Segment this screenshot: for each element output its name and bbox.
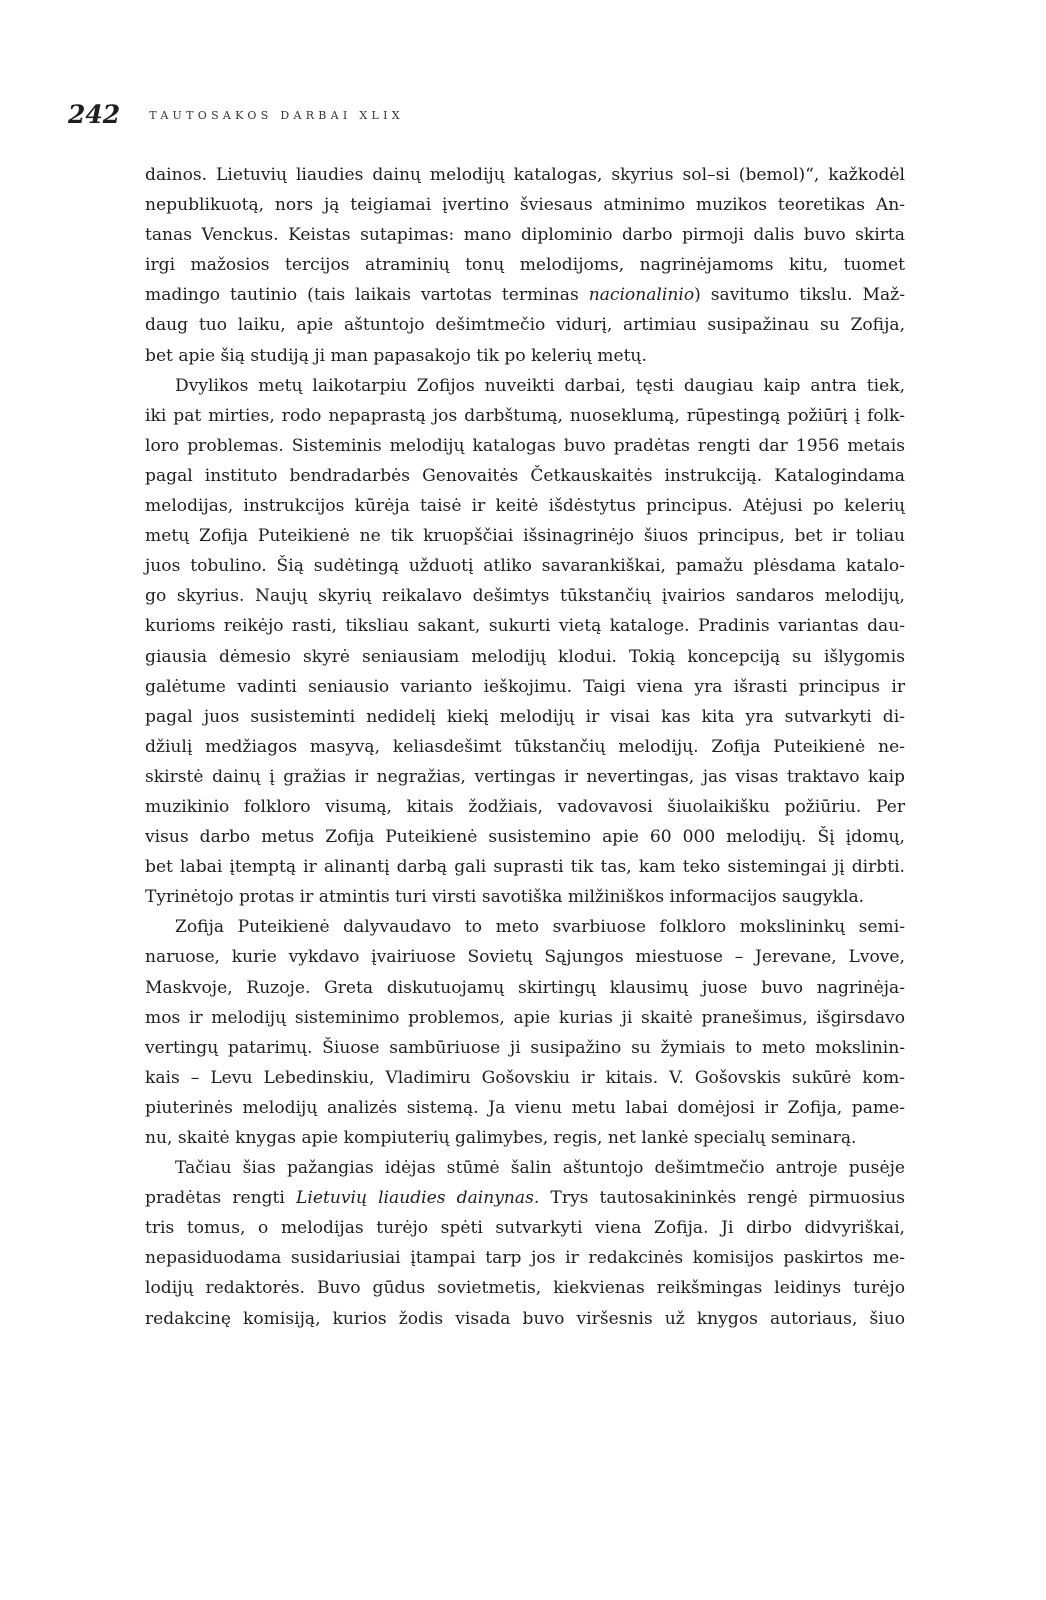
text-line: nepasiduodama susidariusiai įtampai tarp jos ir redakcinės komisijos paskirtos me- <box>145 1248 905 1269</box>
text-line: nepublikuotą, nors ją teigiamai įvertino šviesaus atminimo muzikos teoretikas An- <box>145 195 905 216</box>
running-head <box>68 100 928 136</box>
text-line: metų Zofija Puteikienė ne tik kruopščiai išsinagrinėjo šiuos principus, bet ir toliau <box>145 526 905 547</box>
text-segment: Trys tautosakininkės rengė pirmuosius <box>539 1188 906 1209</box>
italic-term: nacionalinio <box>588 285 695 306</box>
text-line: melodijas, instrukcijos kūrėja taisė ir keitė išdėstytus principus. Atėjusi po kelerių <box>145 496 905 517</box>
text-line: Tačiau šias pažangias idėjas stūmė šalin aštuntojo dešimtmečio antroje pusėje <box>175 1158 905 1179</box>
text-line: iki pat mirties, rodo nepaprastą jos darbštumą, nuoseklumą, rūpestingą požiūrį į folk- <box>145 405 905 426</box>
journal-title: TAUTOSAKOS DARBAI XLIX <box>149 109 404 122</box>
text-line: pagal juos susisteminti nedidelį kiekį melodijų ir visai kas kita yra sutvarkyti di- <box>145 706 905 727</box>
text-line: džiulį medžiagos masyvą, keliasdešimt tūkstančių melodijų. Zofija Puteikienė ne- <box>145 736 905 757</box>
text-line: redakcinę komisiją, kurios žodis visada buvo viršesnis už knygos autoriaus, šiuo <box>145 1308 905 1329</box>
text-line: bet labai įtemptą ir alinantį darbą gali suprasti tik tas, kam teko sistemingai jį dirbti. <box>145 857 905 878</box>
text-line: kurioms reikėjo rasti, tiksliau sakant, sukurti vietą kataloge. Pradinis variantas dau- <box>145 616 905 637</box>
paragraph-3 <box>145 912 905 1153</box>
text-line: daug tuo laiku, apie aštuntojo dešimtmečio vidurį, artimiau susipažinau su Zofija, <box>145 315 905 336</box>
text-line: piuterinės melodijų analizės sistemą. Ja vienu metu labai domėjosi ir Zofija, pame- <box>145 1097 905 1118</box>
text-segment: pradėtas rengti <box>145 1188 297 1209</box>
text-line <box>145 1183 905 1213</box>
text-line: Maskvoje, Ruzoje. Greta diskutuojamų skirtingų klausimų juose buvo nagrinėja- <box>145 977 905 998</box>
text-line: kais – Levu Lebedinskiu, Vladimiru Gošovskiu ir kitais. V. Gošovskis sukūrė kom- <box>145 1067 905 1088</box>
text-line: tanas Venckus. Keistas sutapimas: mano diplominio darbo pirmoji dalis buvo skirta <box>145 225 905 246</box>
text-line: tris tomus, o melodijas turėjo spėti sutvarkyti viena Zofija. Ji dirbo didvyriškai, <box>145 1218 905 1239</box>
text-line: mos ir melodijų sisteminimo problemos, apie kurias ji skaitė pranešimus, išgirsdavo <box>145 1007 905 1028</box>
italic-book-title: Lietuvių liaudies dainynas. <box>296 1188 540 1209</box>
text-line: muzikinio folkloro visumą, kitais žodžiais, vadovavosi šiuolaikišku požiūriu. Per <box>145 796 905 817</box>
paragraph-2 <box>145 371 905 913</box>
text-segment: madingo tautinio (tais laikais vartotas terminas <box>145 285 589 306</box>
text-line: juos tobulino. Šią sudėtingą užduotį atliko savarankiškai, pamažu plėsdama katalo- <box>145 556 905 577</box>
paragraph-4 <box>145 1153 905 1334</box>
paragraph-1 <box>145 160 905 371</box>
text-line: galėtume vadinti seniausio varianto ieškojimu. Taigi viena yra išrasti principus ir <box>145 676 905 697</box>
text-line: skirstė dainų į gražias ir negražias, vertingas ir nevertingas, jas visas traktavo kaip <box>145 766 905 787</box>
text-line: irgi mažosios tercijos atraminių tonų melodijoms, nagrinėjamoms kitu, tuomet <box>145 255 905 276</box>
text-line: pagal instituto bendradarbės Genovaitės Četkauskaitės instrukciją. Katalogindama <box>145 465 905 486</box>
text-line: lodijų redaktorės. Buvo gūdus sovietmetis, kiekvienas reikšmingas leidinys turėjo <box>145 1278 905 1299</box>
text-line <box>145 280 905 310</box>
body-text <box>145 160 905 1334</box>
text-line: loro problemas. Sisteminis melodijų katalogas buvo pradėtas rengti dar 1956 metais <box>145 435 905 456</box>
text-line: dainos. Lietuvių liaudies dainų melodijų katalogas, skyrius sol–si (bemol)“, kažkodėl <box>145 165 905 185</box>
text-line: giausia dėmesio skyrė seniausiam melodijų klodui. Tokią koncepciją su išlygomis <box>145 646 905 667</box>
text-line: visus darbo metus Zofija Puteikienė susistemino apie 60 000 melodijų. Šį įdomų, <box>145 827 905 848</box>
text-line: vertingų patarimų. Šiuose sambūriuose ji susipažino su žymiais to meto mokslinin- <box>145 1037 905 1058</box>
text-line: naruose, kurie vykdavo įvairiuose Sovietų Sąjungos miestuose – Jerevane, Lvove, <box>145 947 905 968</box>
text-line: Tyrinėtojo protas ir atmintis turi virsti savotiška milžiniškos informacijos saugykla. <box>145 887 865 908</box>
text-line: Zofija Puteikienė dalyvaudavo to meto svarbiuose folkloro mokslininkų semi- <box>175 917 905 938</box>
text-line: bet apie šią studiją ji man papasakojo tik po kelerių metų. <box>145 345 647 366</box>
text-line: Dvylikos metų laikotarpiu Zofijos nuveikti darbai, tęsti daugiau kaip antra tiek, <box>175 375 905 396</box>
text-line: go skyrius. Naujų skyrių reikalavo dešimtys tūkstančių įvairios sandaros melodijų, <box>145 586 905 607</box>
text-line: nu, skaitė knygas apie kompiuterių galimybes, regis, net lankė specialų seminarą. <box>145 1128 857 1148</box>
page-number: 242 <box>68 100 121 129</box>
text-segment: ) savitumo tikslu. Maž- <box>694 285 905 306</box>
